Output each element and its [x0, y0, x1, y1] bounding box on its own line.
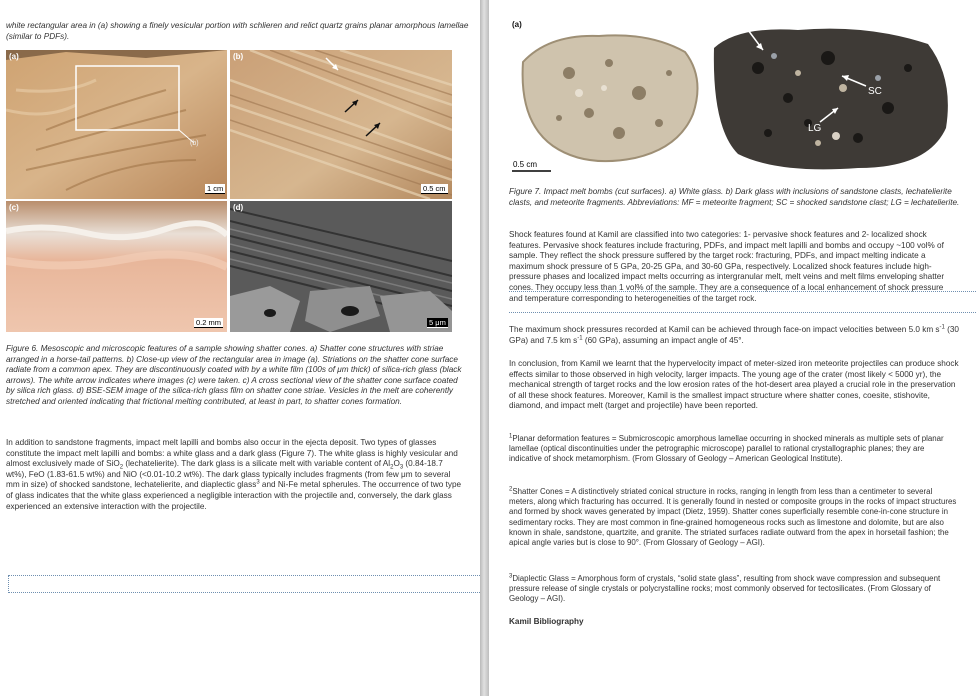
- scale-bar-b: 0.5 cm: [423, 184, 446, 193]
- figure6-caption: Figure 6. Mesoscopic and microscopic features of a sample showing shatter cones. a) Shatter cone structures with striae arranged in a horse-tail patterns. b) Close-up view of the rectangular area in image (a). Striations on the shatter cone surface radiate from a common apex. They are discontinuously coated with by a white film (100s of μm thick) of silica-rich glass (black arrows). The white arrow indicates where images (c) were taken. c) A cross sectional view of the shatter cone surface coated by silica rich glass. d) BSE-SEM image of the silica-rich glass film on shatter cone striae. Vesicles in the melt are coherently stretched and oriented indicating that frictional melting contributed, at least in part, to shatter cones formation.: [6, 344, 462, 406]
- right-paragraph-3: In conclusion, from Kamil we learnt that the hypervelocity impact of meter-sized iron meteorite projectiles can produce shock effects similar to those observed in high velocity, larger impacts. The young age of the crater (most likely < 5000 yr), the mechanical strength of target rocks and the low erosion rates of the hot-desert area played a crucial role in the preservation of all these shock features. Moreover, Kamil is the smallest impact structure where shatter cones, coesite, stishovite, diamond, and impact melt (target and projectile) have been reported.: [509, 359, 959, 411]
- white-glass-bomb-photo: [509, 18, 708, 176]
- footnote-1-text: Planar deformation features = Submicroscopic amorphous lamellae occurring in shocked minerals as multiple sets of planar lamellae (optical discontinuities under the petrographic microscope) parallel to rational crystallographic planes; they are indicative of shock metamorphism. (From Glossary of Geology – American Geological Institute).: [509, 434, 944, 464]
- inset-label-b: (b): [190, 140, 199, 147]
- right-paragraph-1: Shock features found at Kamil are classified into two categories: 1- pervasive shock features and 2- localized shock features. Pervasive shock features include fracturing, PDFs, and impact melt lapilli and bombs and occupy ~100 vol% of sample. They reflect the shock pressure suffered by the target rock: fracturing, PDFs, and impact melting indicate a maximum shock pressure of 5 GPa, 20-25 GPa, and 30-60 GPa, respectively. Localized shock features include high-pressure phases and localized impact melts occurring as intergranular melt, melt veins and melt films enveloping shatter cones. They occupy less than 1 vol% of the sample. They are a consequence of a local enhancement of shock pressure and temperature corresponding to heterogeneities of the target rock.: [509, 230, 945, 303]
- footnote-2-mark: 2: [509, 486, 513, 493]
- footnote-3-text: Diaplectic Glass = Amorphous form of crystals, “solid state glass”, resulting from shock wave compression and subsequent pressure release of single crystals or polycrystalline rocks; most commonly observed for tectosilicates. (From Glossary of Geology – AGI).: [509, 574, 941, 604]
- para1-sub-b2: 3: [399, 464, 404, 471]
- para1-sub-a: 2: [119, 464, 124, 471]
- footnote-1-mark: 1: [509, 433, 513, 440]
- footnote-2: [509, 487, 959, 548]
- fig7-scale-a: 0.5 cm: [513, 160, 538, 169]
- label-lg: LG: [808, 123, 822, 134]
- left-page: [0, 0, 480, 696]
- text-selection-box[interactable]: [8, 575, 480, 593]
- panel-label-a: (a): [9, 52, 19, 61]
- figure6-panel-c: [6, 201, 227, 332]
- figure7-panel-a: [509, 18, 708, 176]
- dark-glass-bomb-photo: [708, 18, 955, 176]
- para1-text-d: and Ni-Fe metal spherules. The occurrence of two type of glass indicates that the white glass experienced a negligible interaction with the projectile and, conversely, the dark glass experienced an extensive interaction with the projectile.: [6, 480, 462, 511]
- figure6-panel-d: [230, 201, 452, 332]
- footnote-3-mark: 3: [509, 573, 513, 580]
- bse-sem-image-d: [230, 201, 452, 332]
- label-sc: SC: [868, 86, 882, 97]
- right-page: [489, 0, 976, 696]
- right-paragraph-2: [509, 325, 959, 346]
- panel-label-c: (c): [9, 203, 19, 212]
- para1-text-b: (lechatelierite). The dark glass is a silicate melt with variable content of Al: [123, 459, 391, 469]
- fig7-panel-label-a: (a): [512, 20, 522, 29]
- fig7-scale-b: 0.5 cm: [712, 160, 737, 169]
- para1-sub-b1: 2: [390, 464, 394, 471]
- para1-text-bmid: O: [393, 459, 400, 469]
- scale-bar-a: 1 cm: [207, 184, 224, 193]
- para2-text-c: (60 GPa), assuming an impact angle of 45°.: [582, 335, 744, 345]
- shatter-cone-closeup-b: [230, 50, 452, 199]
- fig7-panel-label-b: (b): [711, 20, 722, 29]
- scale-bar-c: 0.2 mm: [196, 318, 222, 327]
- para1-text-a: In addition to sandstone fragments, impact melt lapilli and bombs also occur in the ejecta deposit. Two types of glasses constitute the impact melt lapilli and bombs: a white glass and a dark glass (Figure 7). The white glass is highly vesicular and almost exclusively made of SiO: [6, 438, 458, 469]
- shatter-cone-photo-a: [6, 50, 227, 199]
- label-mf: MF: [735, 19, 750, 30]
- para2-sup-1: -1: [939, 324, 945, 331]
- para2-text-b: (30 GPa) and 7.5 km s: [509, 325, 959, 345]
- para2-text-a: The maximum shock pressures recorded at Kamil can be achieved through face-on impact velocities between 5.0 km s: [509, 325, 940, 334]
- left-paragraph-1: [6, 438, 462, 512]
- para1-text-c: (0.84-18.7 wt%), FeO (1.83-61.5 wt%) and NiO (<0.01-10.2 wt%). The dark glass typically includes fragments (from few μm to several mm in size) of shocked sandstone, lechatelierite, and diaplectic glass: [6, 459, 451, 490]
- figure7-panel-b: [708, 18, 955, 176]
- footnote-1: [509, 434, 959, 465]
- figure6-panel-a: [6, 50, 227, 199]
- footnote-3: [509, 574, 959, 605]
- para1-sup-c: 3: [256, 479, 260, 486]
- book-gutter: [480, 0, 489, 696]
- glass-coating-photo-c: [6, 201, 227, 332]
- panel-label-b: (b): [233, 52, 244, 61]
- scale-bar-d: 5 μm: [429, 318, 446, 327]
- panel-label-d: (d): [233, 203, 244, 212]
- figure7-caption: Figure 7. Impact melt bombs (cut surfaces). a) White glass. b) Dark glass with inclusions of sandstone clasts, lechatelierite clasts, and meteorite fragments. Abbreviations: MF = meteorite fragment; SC = shocked sandstone clast; LG = lechatelierite.: [509, 187, 960, 207]
- figure6-panel-b: [230, 50, 452, 199]
- para2-sup-2: -1: [577, 334, 583, 341]
- top-caption: white rectangular area in (a) showing a finely vesicular portion with schlieren and relict quartz grains planar amorphous lamellae (similar to PDFs).: [6, 21, 469, 41]
- bibliography-heading: Kamil Bibliography: [509, 617, 584, 626]
- footnote-2-text: Shatter Cones = A distinctively striated conical structure in rocks, ranging in length from less than a centimeter to several meters, along which fracturing has occurred. It is generally found in nested or composite groups in the rocks of impact structures and formed by shock waves generated by impact (Dietz, 1959). Shatter cones superficially resemble cone-in-cone structure in sedimentary rocks. They are most common in fine-grained homogeneous rocks such as limestone and dolomite, but are also known in shale, sandstone, quartzite, and granite. The striated surfaces radiate outward from the apex in horsetail fashion; the apical angle varies but is close to 90°. (From Glossary of Geology – AGI).: [509, 487, 957, 548]
